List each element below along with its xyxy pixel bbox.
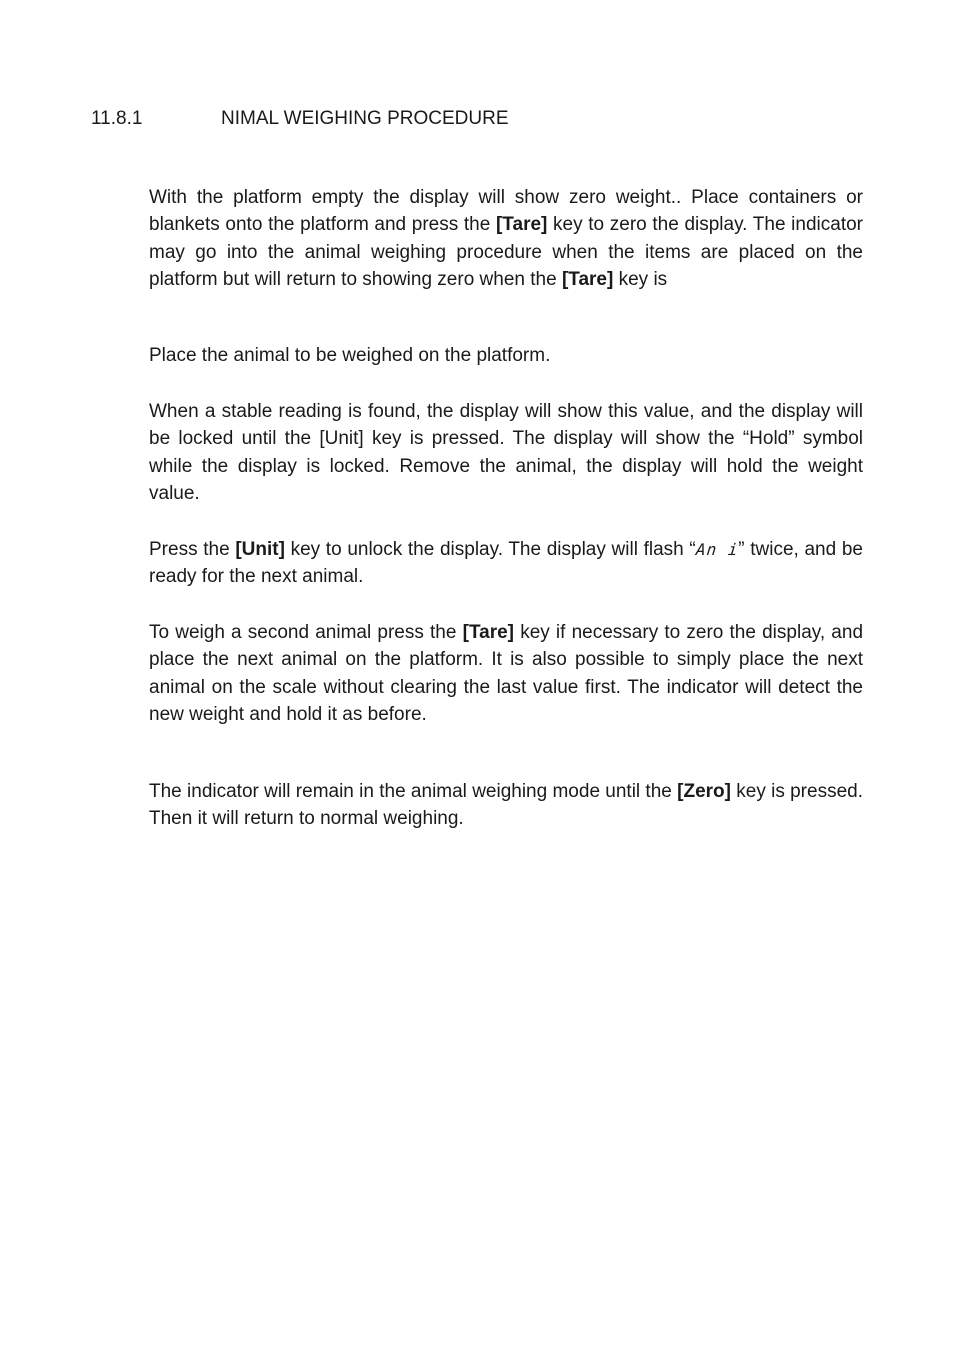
zero-key-label: [Zero]	[677, 781, 731, 802]
text-segment: Press the	[149, 539, 236, 560]
paragraph-tare-containers	[149, 184, 863, 294]
paragraph-zero-exit	[149, 778, 863, 833]
paragraph-unlock-display	[149, 536, 863, 591]
text-segment: key is pressed. Then it will return to normal weighing.	[149, 781, 863, 830]
paragraph-stable-reading: When a stable reading is found, the display will show this value, and the display will be locked until the [Unit] key is pressed. The display will show the “Hold” symbol while the display is locked. Remove the animal, the display will hold the weight value.	[149, 401, 863, 505]
tare-key-label: [Tare]	[561, 269, 614, 291]
text-segment: The indicator will remain in the animal weighing mode until the	[149, 781, 678, 802]
paragraph-place-animal: Place the animal to be weighed on the platform.	[149, 345, 551, 366]
unit-key-label: [Unit]	[235, 539, 285, 560]
tare-key-label: [Tare]	[462, 622, 515, 643]
text-segment: With the platform empty the display will show zero weight.. Place containers or blankets onto the platform and press the	[149, 187, 863, 236]
paragraph-second-animal	[149, 619, 863, 729]
text-segment: key to unlock the display. The display will flash “	[284, 539, 696, 560]
text-segment: To weigh a second animal press the	[149, 622, 463, 643]
section-number: 11.8.1	[91, 108, 143, 129]
tare-key-label: [Tare]	[495, 214, 548, 236]
text-segment: ” twice, and be ready for the next animal.	[149, 539, 863, 588]
text-segment: key if necessary to zero the display, and place the next animal on the platform. It is also possible to simply place the next animal on the scale without clearing the last value first. The indicator will detect the new weight and hold it as before.	[149, 622, 864, 726]
text-segment: key to zero the display. The indicator may go into the animal weighing procedure when the items are placed on the platform but will return to showing zero when the	[149, 214, 863, 291]
section-heading	[91, 107, 509, 131]
display-symbol: An i	[694, 540, 740, 559]
section-title: NIMAL WEIGHING PROCEDURE	[221, 108, 509, 129]
text-segment: key is	[613, 269, 668, 291]
